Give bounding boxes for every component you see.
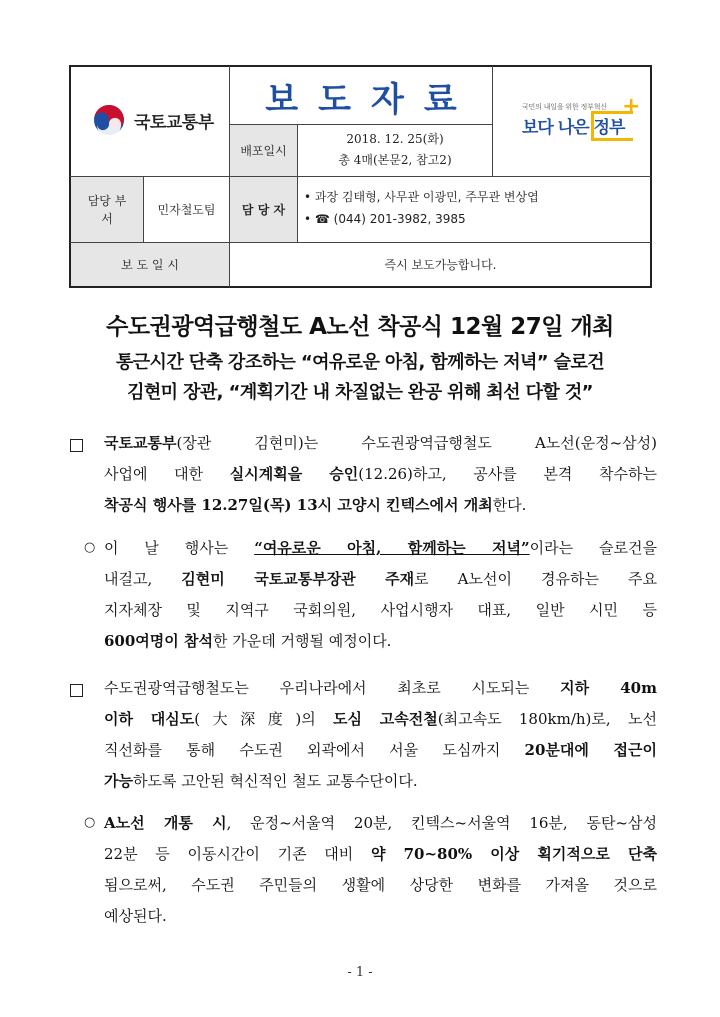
text: 의 bbox=[301, 710, 334, 728]
text: A노선 개통 시 bbox=[104, 814, 227, 832]
ministry-logo bbox=[92, 99, 222, 145]
text: 가능 bbox=[104, 772, 133, 790]
paragraph-2 bbox=[104, 673, 657, 797]
release-date: 2018. 12. 25(화) bbox=[346, 132, 444, 146]
brand-tagline: 국민의 내일을 위한 정부혁신 bbox=[522, 103, 607, 111]
text: 직선화를 통해 수도권 외곽에서 서울 도심까지 bbox=[104, 741, 525, 759]
text: 착공식 행사를 12.27일(목) 13시 고양시 킨텍스에서 개최 bbox=[104, 496, 493, 514]
page-title: 보도자료 bbox=[265, 79, 477, 120]
text: 이 날 행사는 bbox=[104, 539, 255, 557]
plus-mark-icon: + bbox=[622, 94, 641, 119]
sub-headline-1: 통근시간 단축 강조하는 “여유로운 아침, 함께하는 저녁” 슬로건 bbox=[115, 352, 605, 373]
circle-bullet-icon: ○ bbox=[84, 815, 96, 830]
text: (최고속도 180km/h)로, 노선 bbox=[437, 710, 657, 728]
text: 이하 대심도 bbox=[104, 710, 195, 728]
text: 예상된다. bbox=[104, 907, 167, 925]
main-headline: 수도권광역급행철도 A노선 착공식 12월 27일 개최 bbox=[106, 314, 614, 340]
embargo-value: 즉시 보도가능합니다. bbox=[384, 258, 497, 272]
paragraph-1-sub bbox=[104, 533, 657, 657]
text: 약 70~80% 이상 획기적으로 단축 bbox=[370, 845, 657, 863]
divider bbox=[297, 176, 298, 242]
ministry-name: 국토교통부 bbox=[134, 113, 214, 133]
text: 내걸고, bbox=[104, 570, 182, 588]
paragraph-2-sub bbox=[104, 808, 657, 932]
square-bullet-icon bbox=[70, 684, 83, 697]
contact-info bbox=[304, 186, 539, 230]
text: 20분대에 접근이 bbox=[524, 741, 658, 759]
text: 도심 고속전철 bbox=[333, 710, 438, 728]
text: , 운정~서울역 20분, 킨텍스~서울역 16분, 동탄~삼성 bbox=[226, 814, 657, 832]
circle-bullet-icon: ○ bbox=[84, 540, 96, 555]
divider bbox=[492, 66, 493, 176]
text: (12.26)하고, 공사를 본격 착수하는 bbox=[358, 465, 657, 483]
paragraph-1 bbox=[104, 428, 657, 521]
square-bullet-icon bbox=[70, 439, 83, 452]
embargo-label: 보 도 일 시 bbox=[121, 258, 179, 272]
text: 사업에 대한 bbox=[104, 465, 230, 483]
brand-name: 보다 나은 정부 bbox=[522, 118, 625, 138]
text: 한 가운데 거행될 예정이다. bbox=[212, 632, 392, 650]
text: 지하 40m bbox=[560, 679, 657, 697]
text: 수도권광역급행철도는 우리나라에서 최초로 시도되는 bbox=[104, 679, 561, 697]
staff-phone: • ☎ (044) 201-3982, 3985 bbox=[304, 212, 466, 226]
text: 이라는 슬로건을 bbox=[529, 539, 657, 557]
sub-headline-2: 김현미 장관, “계획기간 내 차질없는 완공 위해 최선 다할 것” bbox=[127, 382, 593, 403]
text: 하도록 고안된 혁신적인 철도 교통수단이다. bbox=[132, 772, 418, 790]
text: (大深度) bbox=[194, 710, 302, 728]
release-pages: 총 4매(본문2, 참고2) bbox=[338, 153, 452, 167]
text: 국토교통부 bbox=[104, 434, 177, 452]
text: “여유로운 아침, 함께하는 저녁” bbox=[254, 539, 530, 557]
text: 22분 등 이동시간이 기존 대비 bbox=[104, 845, 371, 863]
dept-label: 담당 부서 bbox=[87, 193, 127, 226]
dept-value: 민자철도팀 bbox=[157, 203, 216, 217]
text: 됨으로써, 수도권 주민들의 생활에 상당한 변화를 가져올 것으로 bbox=[104, 876, 657, 894]
text: 김현미 국토교통부장관 주재 bbox=[181, 570, 415, 588]
text: 실시계획을 승인 bbox=[229, 465, 359, 483]
government-brand-logo bbox=[506, 94, 646, 150]
text: (장관 김현미)는 수도권광역급행철도 A노선(운정~삼성) bbox=[176, 434, 657, 452]
text: 한다. bbox=[492, 496, 527, 514]
release-label: 배포일시 bbox=[240, 144, 287, 158]
text: 지자체장 및 지역구 국회의원, 사업시행자 대표, 일반 시민 등 bbox=[104, 601, 657, 619]
staff-label: 담 당 자 bbox=[241, 203, 286, 217]
text: 600여명이 참석 bbox=[104, 632, 213, 650]
staff-names: • 과장 김태형, 사무관 이광민, 주무관 변상엽 bbox=[304, 190, 539, 204]
text: 로 A노선이 경유하는 주요 bbox=[414, 570, 657, 588]
page-number: - 1 - bbox=[347, 965, 373, 980]
taegeuk-emblem-icon bbox=[92, 103, 126, 137]
